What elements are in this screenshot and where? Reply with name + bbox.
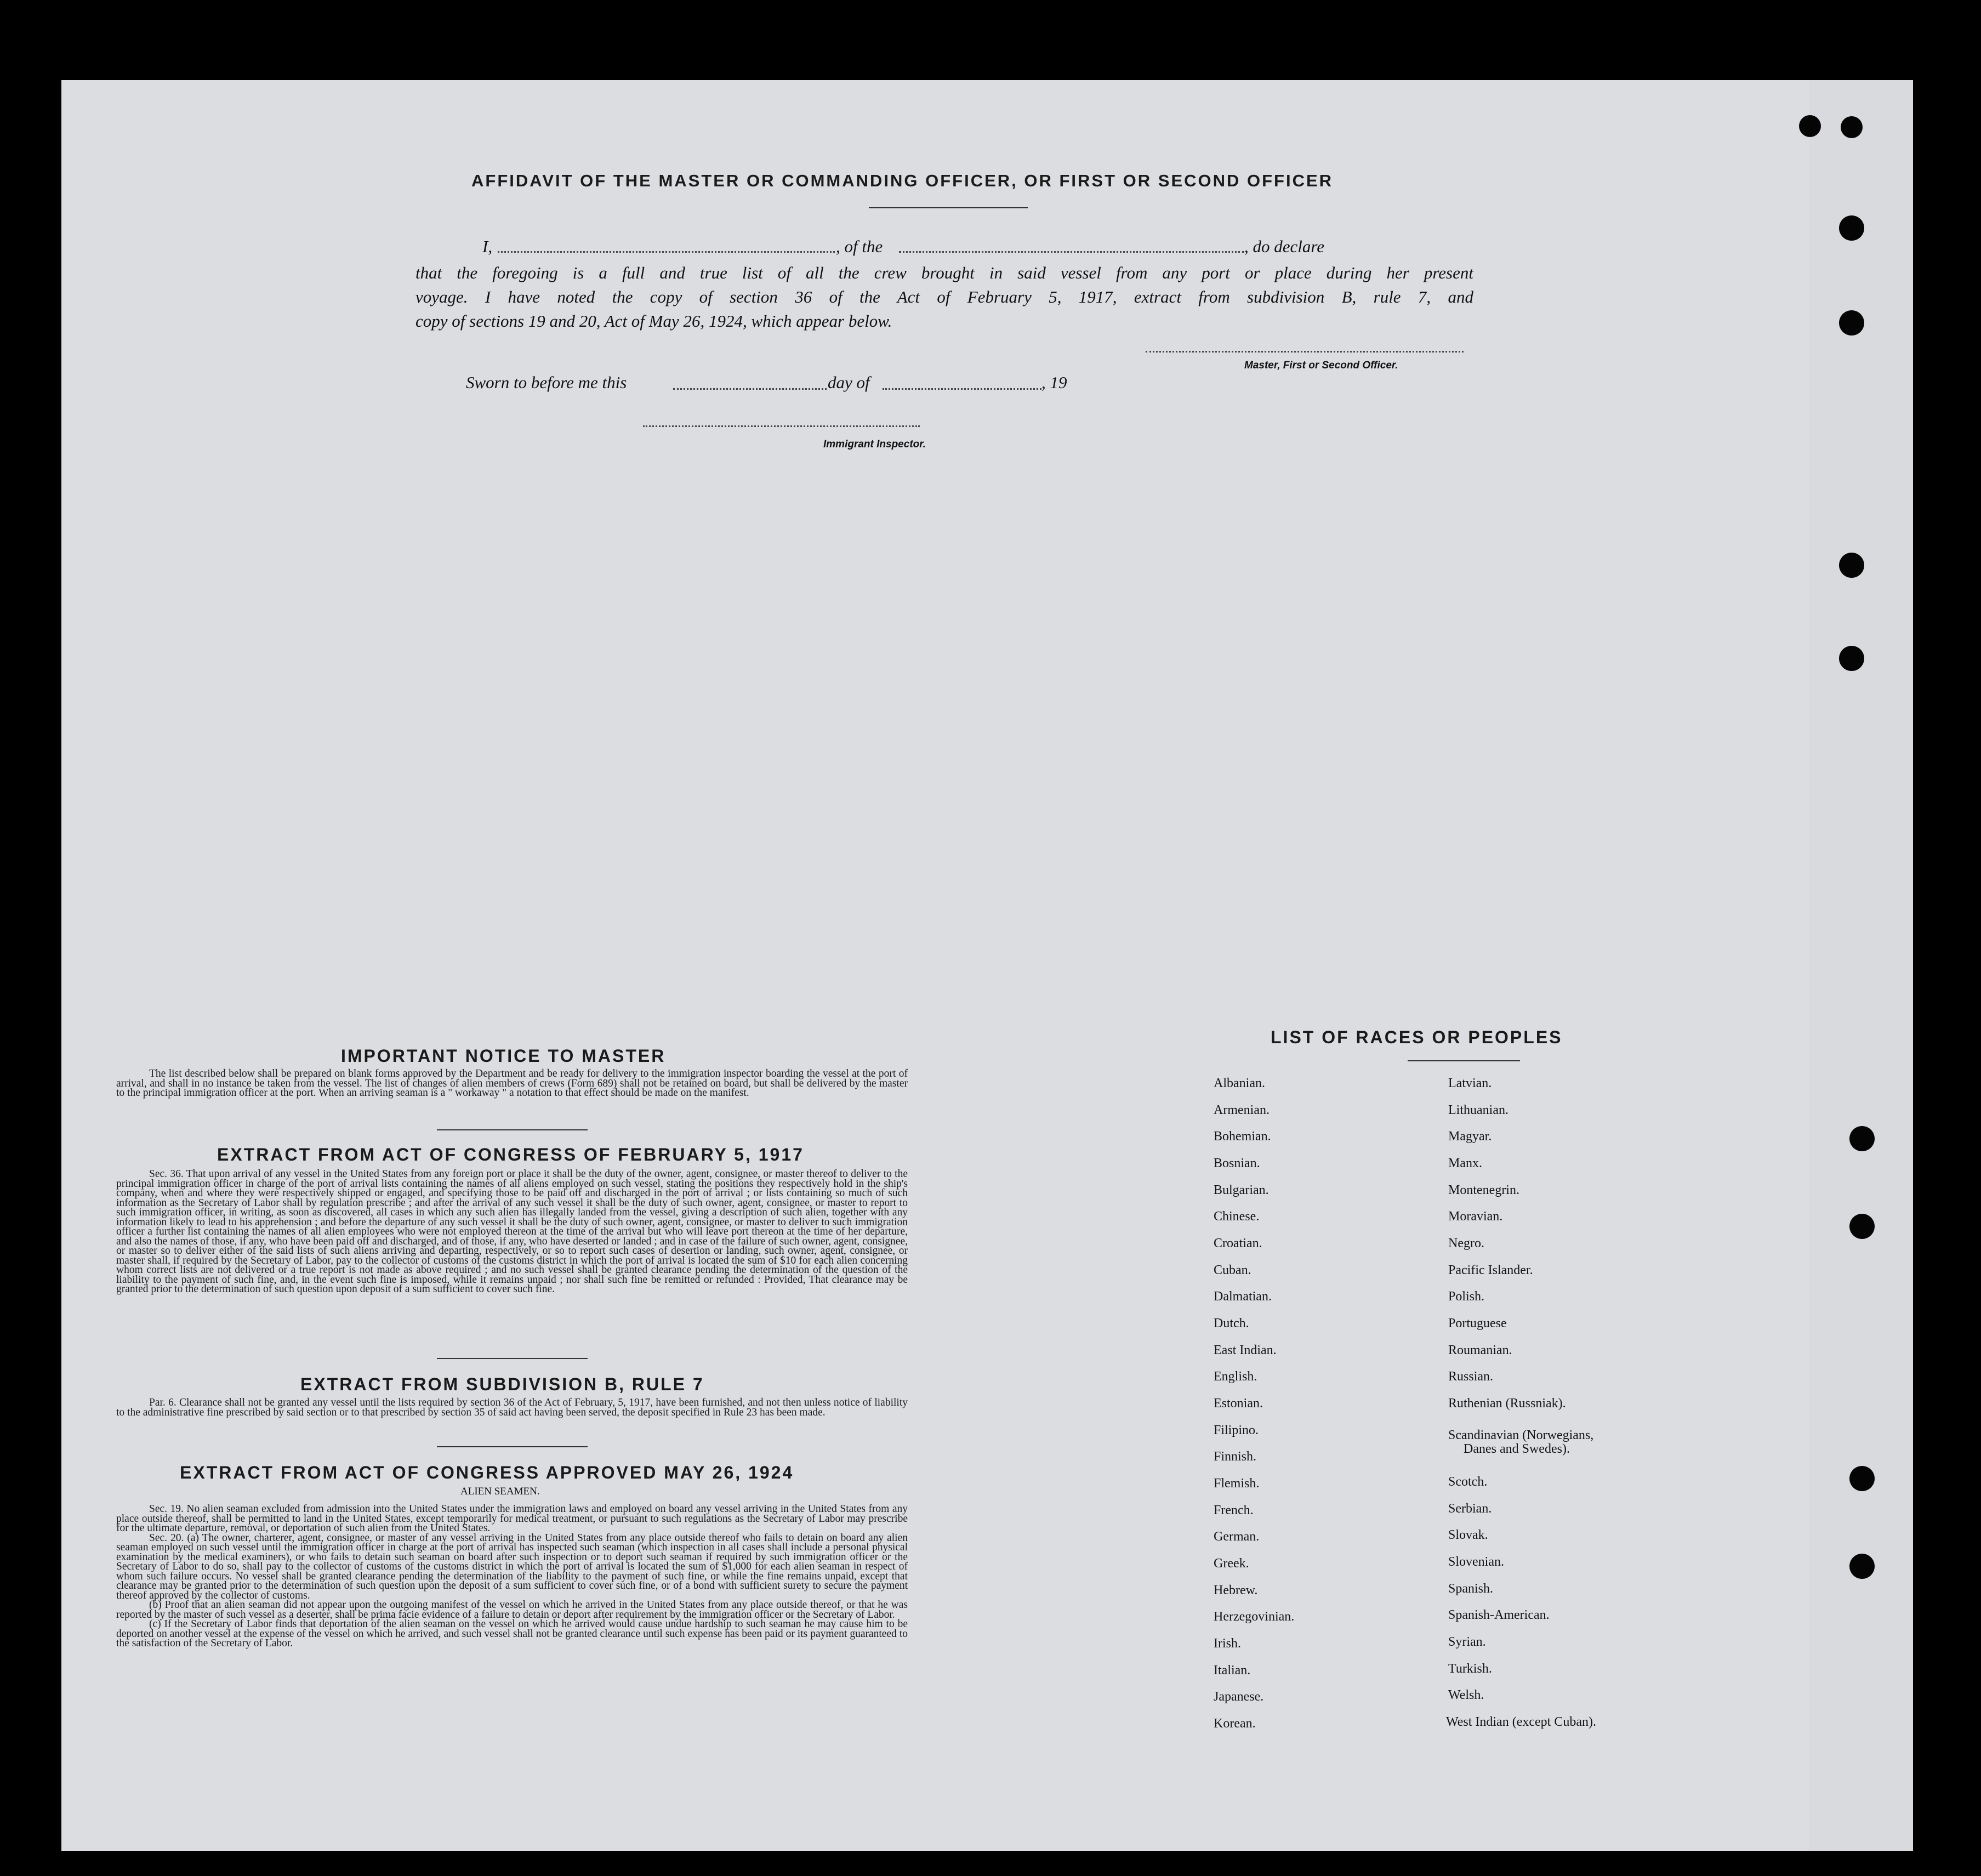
race-item: Polish. xyxy=(1448,1289,1485,1304)
race-item: West Indian (except Cuban). xyxy=(1446,1715,1596,1729)
sworn-day-of: day of xyxy=(828,373,870,392)
race-item: Dalmatian. xyxy=(1214,1289,1272,1304)
race-item: Hebrew. xyxy=(1214,1583,1258,1598)
section-divider xyxy=(437,1446,588,1447)
race-item: Negro. xyxy=(1448,1236,1484,1250)
section-divider xyxy=(437,1129,588,1130)
inspector-caption: Immigrant Inspector. xyxy=(823,439,926,450)
notice-text xyxy=(116,1069,908,1098)
race-item: Turkish. xyxy=(1448,1662,1492,1676)
race-item: Roumanian. xyxy=(1448,1343,1512,1357)
affidavit-line1 xyxy=(417,237,1475,259)
master-caption: Master, First or Second Officer. xyxy=(1244,360,1398,371)
race-item: French. xyxy=(1214,1503,1254,1517)
race-item: Italian. xyxy=(1214,1663,1251,1678)
sec36-paragraph: Sec. 36. That upon arrival of any vessel in the United States from any foreign port or place it shall be the duty of the owner, agent, consignee, or master thereof to deliver to the principal immigration officer in charge of the port of arrival lists containing the names of all aliens employed on such vessel, stating the positions they respectively hold in the ship's company, when and where they were respectively shipped or engaged, and specifying those to be paid off and discharged in the port of arrival ; or lists containing so much of such information as the Secretary of Labor shall by regulation prescribe ; and after the arrival of any such vessel it shall be the duty of such owner, agent, consignee, or master to report to such immigration officer, in writing, as soon as discovered, all cases in which any such alien has illegally landed from the vessel, giving a description of such alien, together with any information likely to lead to his apprehension ; and before the departure of any such vessel it shall be the duty of such owner, agent, consignee, or master to deliver to such immigration officer a further list containing the names of all alien employees who were not employed thereon at the time of the arrival but who will leave port thereon at the time of her departure, and also the names of those, if any, who have been paid off and discharged, and of those, if any, who have deserted or landed ; and in case of the failure of such owner, agent, consignee, or master so to deliver either of the said lists of such aliens arriving and departing, respectively, or so to report such cases of desertion or landing, such owner, agent, consignee, or master shall, if required by the Secretary of Labor, pay to the collector of customs of the customs district in which the port of arrival is located the sum of $10 for each alien concerning whom correct lists are not delivered or a true report is not made as above required ; and no such vessel shall be granted clearance pending the determination of the question of the liability to the payment of such fine, and, in the event such fine is imposed, while it remains unpaid ; nor shall such fine be remitted or refunded : Provided, That clearance may be granted prior to the determination of such question upon deposit of a sum sufficient to cover such fine. xyxy=(116,1168,908,1295)
race-item: Magyar. xyxy=(1448,1129,1492,1144)
race-item: Slovenian. xyxy=(1448,1555,1504,1569)
race-item: Filipino. xyxy=(1214,1423,1259,1437)
par6-paragraph: Par. 6. Clearance shall not be granted any vessel until the lists required by section 36 of the Act of February, 5, 1917, have been furnished, and not then unless notice of liability to the administrative fine prescribed by said section or to that prescribed by section 35 of said act having been served, the deposit specified in Rule 23 has been made. xyxy=(116,1397,908,1418)
race-item: Scotch. xyxy=(1448,1475,1488,1489)
sec20b-paragraph: (b) Proof that an alien seaman did not appear upon the outgoing manifest of the vessel on which he arrived in the United States from any place outside thereof, or that he was reported by the master of such vessel as a deserter, shall be prima facie evidence of a failure to detain or deport after requirement by the immigration officer or the Secretary of Labor. xyxy=(116,1599,908,1621)
race-item: Russian. xyxy=(1448,1369,1494,1384)
punch-hole xyxy=(1839,215,1864,241)
race-item: Spanish. xyxy=(1448,1582,1494,1596)
affidavit-title: AFFIDAVIT OF THE MASTER OR COMMANDING OFFICER, OR FIRST OR SECOND OFFICER xyxy=(471,171,1334,190)
extract-1917-text xyxy=(116,1169,908,1294)
race-item: Ruthenian (Russniak). xyxy=(1448,1396,1566,1411)
name-blank[interactable] xyxy=(498,251,835,253)
extract-rule7-title: EXTRACT FROM SUBDIVISION B, RULE 7 xyxy=(300,1374,704,1394)
race-item: Serbian. xyxy=(1448,1502,1492,1516)
race-item: Bohemian. xyxy=(1214,1129,1271,1144)
affidavit-line3: voyage. I have noted the copy of section 36 of the Act of February 5, 1917, extract from subdivision B, rule 7, and xyxy=(415,287,1473,306)
sec19-paragraph: Sec. 19. No alien seaman excluded from admission into the United States under the immigration laws and employed on board any vessel arriving in the United States from any place outside thereof, shall be permitted to land in the United States, except temporarily for medical treatment, or pursuant to such regulations as the Secretary of Labor may prescribe for the ultimate departure, removal, or deportation of such alien from the United States. xyxy=(116,1503,908,1534)
race-item: Cuban. xyxy=(1214,1263,1251,1277)
punch-hole xyxy=(1839,553,1864,578)
extract-rule7-text xyxy=(116,1398,908,1417)
punch-hole xyxy=(1849,1214,1875,1239)
sworn-prefix: Sworn to before me this xyxy=(466,373,627,392)
race-item: Slovak. xyxy=(1448,1528,1488,1542)
race-item: Lithuanian. xyxy=(1448,1103,1508,1117)
race-item: East Indian. xyxy=(1214,1343,1277,1357)
race-item: Moravian. xyxy=(1448,1209,1503,1224)
sec20a-paragraph: Sec. 20. (a) The owner, charterer, agent, consignee, or master of any vessel arriving in the United States from any place outside thereof who fails to detain on board any alien seaman employed on such vessel until the immigration officer in charge at the port of arrival has inspected such seaman (which inspection in all cases shall include a personal physical examination by the medical examiners), or who fails to detain such seaman on board after such inspection or to deport such seaman if required by such immigration officer or the Secretary of Labor to do so, shall pay to the collector of customs of the customs district in which the port of arrival is located the sum of $1,000 for each alien seaman in respect of whom such failure occurs. No vessel shall be granted clearance pending the determination of the liability to the payment of such fine, or while the fine remains unpaid, except that clearance may be granted prior to the determination of such question upon the deposit of a sum sufficient to cover such fine, or of a bond with sufficient surety to secure the payment thereof approved by the collector of customs. xyxy=(116,1532,908,1601)
affidavit-line4: copy of sections 19 and 20, Act of May 26, 1924, which appear below. xyxy=(415,311,892,331)
title-divider xyxy=(869,207,1028,208)
race-item: Japanese. xyxy=(1214,1690,1264,1704)
day-blank[interactable] xyxy=(673,388,827,390)
sec20c-paragraph: (c) If the Secretary of Labor finds that deportation of the alien seaman on the vessel on which he arrived would cause undue hardship to such seaman he may cause him to be deported on another vessel at the expense of the vessel on which he arrived, and such vessel shall not be granted clearance until such expense has been paid or its payment guaranteed to the satisfaction of the Secretary of Labor. xyxy=(116,1618,908,1649)
alien-seamen-subtitle: ALIEN SEAMEN. xyxy=(460,1486,540,1497)
month-blank[interactable] xyxy=(883,388,1041,390)
vessel-blank[interactable] xyxy=(899,251,1244,253)
master-signature-line[interactable] xyxy=(1146,351,1464,353)
race-item: Albanian. xyxy=(1214,1076,1265,1090)
race-item: Dutch. xyxy=(1214,1316,1249,1331)
race-item: Chinese. xyxy=(1214,1209,1260,1224)
affidavit-of-the: , of the xyxy=(836,237,883,256)
race-item: Korean. xyxy=(1214,1716,1256,1731)
race-item: German. xyxy=(1214,1530,1260,1544)
race-item: Welsh. xyxy=(1448,1688,1484,1702)
race-item: Latvian. xyxy=(1448,1076,1492,1090)
race-item: Scandinavian (Norwegians, xyxy=(1448,1428,1594,1442)
affidavit-line2: that the foregoing is a full and true list of all the crew brought in said vessel from any port or place during her present xyxy=(415,263,1473,282)
punch-hole xyxy=(1799,115,1821,137)
race-item: Armenian. xyxy=(1214,1103,1270,1117)
extract-1924-title: EXTRACT FROM ACT OF CONGRESS APPROVED MAY 26, 1924 xyxy=(180,1463,794,1482)
affidavit-declare: , do declare xyxy=(1244,237,1325,256)
race-item: Pacific Islander. xyxy=(1448,1263,1533,1277)
race-item: Spanish-American. xyxy=(1448,1608,1550,1622)
notice-title: IMPORTANT NOTICE TO MASTER xyxy=(341,1046,666,1066)
race-item: Manx. xyxy=(1448,1156,1482,1170)
sworn-line xyxy=(466,373,1124,395)
punch-hole xyxy=(1839,310,1864,336)
punch-hole xyxy=(1841,116,1863,138)
inspector-signature-line[interactable] xyxy=(643,425,920,427)
punch-hole xyxy=(1849,1126,1875,1151)
race-item: Herzegovinian. xyxy=(1214,1610,1295,1624)
notice-paragraph: The list described below shall be prepared on blank forms approved by the Department and be ready for delivery to the immigration inspector boarding the vessel at the port of arrival, and shall in no instance be taken from the vessel. The list of changes of alien members of crews (Form 689) shall not be retained on board, but shall be delivered by the master to the principal immigration officer at the port. When an arriving seaman is a " workaway " a notation to that effect should be made on the manifest. xyxy=(116,1068,908,1099)
affidavit-i: I, xyxy=(482,237,493,256)
race-item: Montenegrin. xyxy=(1448,1183,1519,1197)
affidavit-body xyxy=(415,261,1473,333)
section-divider xyxy=(437,1358,588,1359)
sheet-right-margin xyxy=(1809,80,1913,1851)
punch-hole xyxy=(1839,646,1864,671)
race-item: Estonian. xyxy=(1214,1396,1263,1411)
race-item: Croatian. xyxy=(1214,1236,1262,1250)
race-item: Flemish. xyxy=(1214,1476,1260,1491)
race-item: Bosnian. xyxy=(1214,1156,1260,1170)
race-item: Danes and Swedes). xyxy=(1464,1442,1570,1456)
punch-hole xyxy=(1849,1554,1875,1579)
race-item: Portuguese xyxy=(1448,1316,1507,1331)
sworn-year: , 19 xyxy=(1041,373,1067,392)
race-item: Irish. xyxy=(1214,1636,1241,1651)
race-item: English. xyxy=(1214,1369,1257,1384)
race-item: Greek. xyxy=(1214,1556,1249,1571)
races-title: LIST OF RACES OR PEOPLES xyxy=(1271,1027,1563,1047)
extract-1917-title: EXTRACT FROM ACT OF CONGRESS OF FEBRUARY 5, 1917 xyxy=(217,1145,804,1164)
race-item: Syrian. xyxy=(1448,1635,1486,1649)
race-item: Finnish. xyxy=(1214,1449,1257,1464)
extract-1924-text xyxy=(116,1504,908,1648)
races-divider xyxy=(1408,1060,1520,1061)
race-item: Bulgarian. xyxy=(1214,1183,1269,1197)
punch-hole xyxy=(1849,1466,1875,1491)
